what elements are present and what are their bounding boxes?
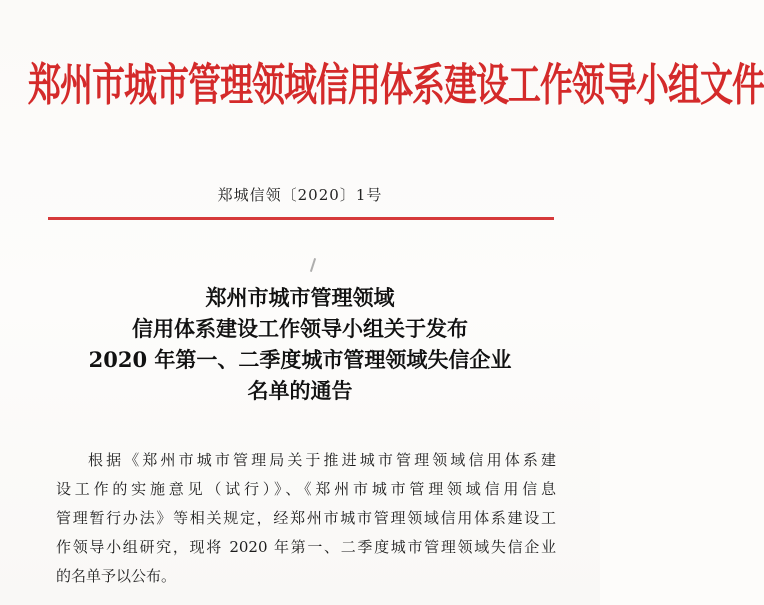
body-paragraph xyxy=(56,446,556,591)
red-divider-line xyxy=(48,217,554,220)
body-line: 的名单予以公布。 xyxy=(56,567,177,585)
body-line: 设工作的实施意见（试行）》、《郑州市城市管理领域信用信息 xyxy=(56,480,556,498)
body-line: 作领导小组研究，现将 2020 年第一、二季度城市管理领域失信企业 xyxy=(56,538,556,556)
notice-title xyxy=(0,282,600,406)
issuer-header: 郑州市城市管理领域信用体系建设工作领导小组文件 xyxy=(28,57,764,111)
scan-mark xyxy=(310,258,316,272)
body-line: 根据《郑州市城市管理局关于推进城市管理领域信用体系建 xyxy=(88,451,556,469)
title-line: 名单的通告 xyxy=(247,378,353,403)
document-number: 郑城信领〔2020〕1号 xyxy=(217,186,383,204)
title-line: 信用体系建设工作领导小组关于发布 xyxy=(132,316,468,341)
title-line: 2020 年第一、二季度城市管理领域失信企业 xyxy=(88,347,512,372)
title-line: 郑州市城市管理领域 xyxy=(205,285,395,310)
body-line: 管理暂行办法》等相关规定，经郑州市城市管理领域信用体系建设工 xyxy=(56,509,556,527)
